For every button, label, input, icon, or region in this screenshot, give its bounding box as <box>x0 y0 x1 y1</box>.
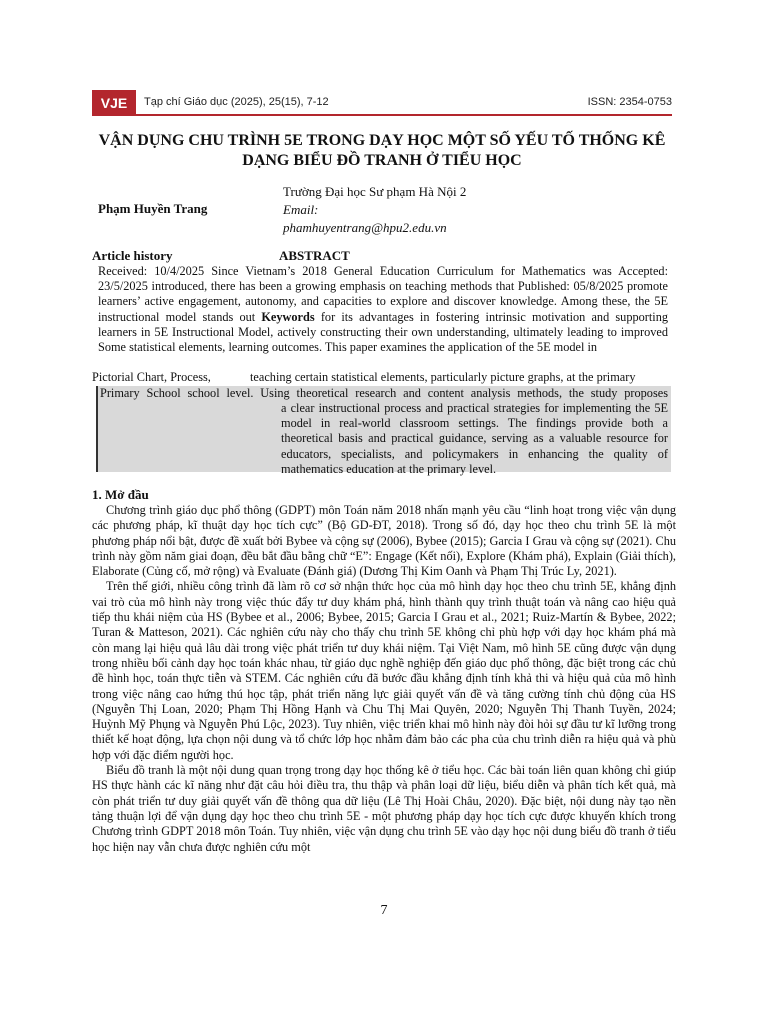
page-number: 7 <box>380 903 388 918</box>
author-email[interactable]: phamhuyentrang@hpu2.edu.vn <box>283 220 447 235</box>
abstract-line-tail: teaching certain statistical elements, particularly picture graphs, at the primary <box>250 370 636 384</box>
keywords-label: Keywords <box>261 309 315 324</box>
email-label: Email: <box>283 202 319 217</box>
author-affiliation <box>283 183 466 237</box>
article-history-heading: Article history <box>92 248 173 263</box>
article-title: VẬN DỤNG CHU TRÌNH 5E TRONG DẠY HỌC MỘT SỐ YẾU TỐ THỐNG KÊ DẠNG BIỂU ĐỒ TRANH Ở TIỂU HỌC <box>98 132 666 169</box>
abstract-heading: ABSTRACT <box>279 248 350 263</box>
section-heading: 1. Mở đầu <box>92 487 149 502</box>
affiliation-text: Trường Đại học Sư phạm Hà Nội 2 <box>283 184 467 199</box>
journal-logo: VJE <box>92 90 136 116</box>
journal-header <box>92 90 672 116</box>
author-name: Phạm Huyền Trang <box>98 201 208 216</box>
body-paragraph: Chương trình giáo dục phổ thông (GDPT) môn Toán năm 2018 nhấn mạnh yêu cầu “linh hoạt trong việc vận dụng các phương pháp, kĩ thuật dạy học tích cực” (Bộ GD-ĐT, 2018). Trong số đó, dạy học theo chu trình 5E là một phương pháp nổi bật, được đề xuất bởi Bybee và cộng sự (2006), Bybee (2015); Garcia I Grau và cộng sự (2021). Chu trình này gồm năm giai đoạn, đều bắt đầu bằng chữ “E”: Engage (Kết nối), Explore (Khám phá), Explain (Giải thích), Elaborate (Củng cố, mở rộng) và Evaluate (Đánh giá) (Dương Thị Kim Oanh và Phạm Thị Trúc Ly, 2021). <box>92 503 676 579</box>
abstract-part-2: for its advantages in fostering intrinsic motivation and supporting learners in 5E Instructional Model, actively constructing their own understanding, ultimately leading to improved Some statistical elements, learning outcomes. This paper examines the application of the 5E model in <box>98 309 668 355</box>
abstract-part-1: Received: 10/4/2025 Since Vietnam’s 2018 General Education Curriculum for Mathematics was Accepted: 23/5/2025 introduced, there has been a growing emphasis on teaching methods that Published: 05/8/2025 promote learners’ active engagement, autonomy, and capacities to explore and discover knowledge. Among these, the 5E instructional model stands out <box>98 264 668 324</box>
keywords-values: Pictorial Chart, Process, <box>92 370 211 384</box>
abstract-highlight-text: a clear instructional process and practical strategies for implementing the 5E model in real-world classroom settings. The findings provide both a theoretical basis and practical guidance, serving as a valuable resource for educators, specialists, and policymakers in enhancing the quality of mathematics education at the primary level. <box>281 401 668 476</box>
keywords-line <box>92 370 672 385</box>
issn: ISSN: 2354-0753 <box>587 96 672 108</box>
abstract-text <box>98 264 668 355</box>
body-paragraph: Biểu đồ tranh là một nội dung quan trọng trong dạy học thống kê ở tiểu học. Các bài toán liên quan không chỉ giúp HS thực hành các kĩ năng như đặt câu hỏi điều tra, thu thập và phân loại dữ liệu, biểu diễn và phân tích kết quả, mà còn phát triển tư duy giải quyết vấn đề thông qua dữ liệu (Lê Thị Hoài Châu, 2020). Đặc biệt, nội dung này tạo nền tảng thuận lợi để vận dụng dạy học theo chu trình 5E - một phương pháp dạy học tích cực được khuyến khích trong Chương trình GDPT 2018 môn Toán. Tuy nhiên, việc vận dụng chu trình 5E vào dạy học nội dung biểu đồ tranh ở tiểu học hiện nay vẫn chưa được nghiên cứu một <box>92 763 676 854</box>
section-body <box>92 503 676 855</box>
body-paragraph: Trên thế giới, nhiều công trình đã làm rõ cơ sở nhận thức học của mô hình dạy học theo chu trình 5E, khẳng định vai trò của mô hình này trong việc thúc đẩy tư duy khám phá, hình thành quy trình thuật toán và nâng cao hiệu quả tiếp thu khái niệm của HS (Bybee et al., 2006; Bybee, 2015; Garcia I Grau et al., 2021; Ruiz-Martín & Bybee, 2022; Turan & Matteson, 2021). Các nghiên cứu này cho thấy chu trình 5E không chỉ phù hợp với dạy học khám phá mà còn mang lại hiệu quả lâu dài trong việc phát triển tư duy khái niệm. Tại Việt Nam, mô hình 5E cũng được vận dụng trong nhiều bối cảnh dạy học toán khác nhau, từ giáo dục nghề nghiệp đến giáo dục phổ thông, đặc biệt trong các chủ đề hình học, toán thực tiễn và STEM. Các nghiên cứu đã bước đầu khẳng định tính khả thi và hiệu quả của mô hình trong việc nâng cao hứng thú học tập, phát triển năng lực giải quyết vấn đề và tăng cường tính chủ động của HS (Nguyễn Thị Loan, 2020; Phạm Thị Hồng Hạnh và Chu Thị Mai Quyên, 2020; Nguyễn Thị Thanh Tuyền, 2024; Huỳnh Mỹ Phụng và Nguyễn Phú Lộc, 2023). Tuy nhiên, việc triển khai mô hình này đòi hỏi sự đầu tư kĩ lưỡng trong thiết kế hoạt động, lựa chọn nội dung và tổ chức lớp học nhằm đảm bảo các pha của chu trình diễn ra hiệu quả và phù hợp với đặc điểm người học. <box>92 579 676 762</box>
journal-citation: Tạp chí Giáo dục (2025), 25(15), 7-12 <box>144 96 329 108</box>
abstract-highlight-first-line: Primary School school level. Using theoretical research and content analysis methods, the study proposes <box>100 386 668 400</box>
